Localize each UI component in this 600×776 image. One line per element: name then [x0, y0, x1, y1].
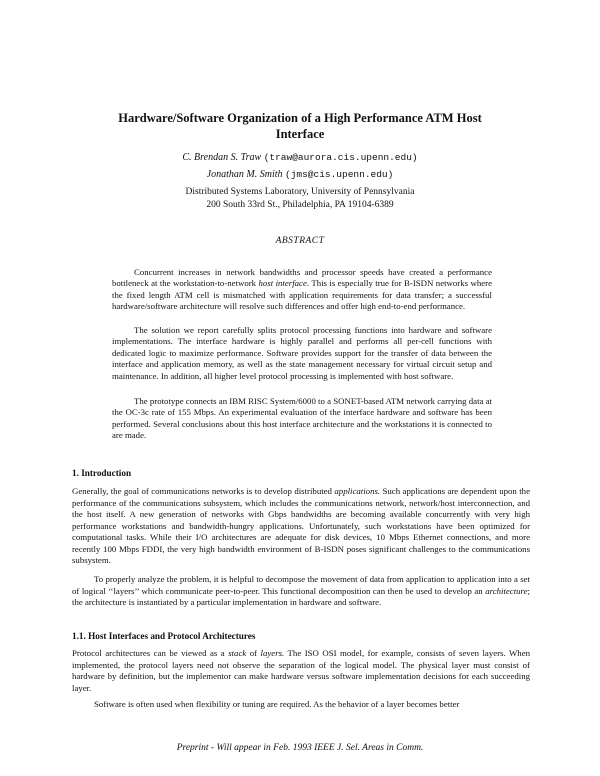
author-1-email: (traw@aurora.cis.upenn.edu) [263, 152, 418, 163]
preprint-footer: Preprint - Will appear in Feb. 1993 IEEE J. Sel. Areas in Comm. [176, 743, 424, 753]
s11-p1-text-b: of [246, 648, 261, 658]
section-1-heading: 1. Introduction [72, 468, 132, 478]
s11-p1-emphasis-2: layers. [260, 648, 285, 658]
s1-p1-emphasis: applications. [334, 486, 381, 496]
abstract-paragraph-1 [112, 267, 492, 313]
section-1-1-paragraph-2: Software is often used when flexibility or tuning are required. As the behavior of a layer becomes better [94, 699, 460, 709]
abstract-heading: ABSTRACT [275, 236, 325, 246]
section-1-1-heading: 1.1. Host Interfaces and Protocol Architectures [72, 631, 256, 641]
author-2 [100, 169, 500, 180]
abstract-p1-text-a: Concurrent increases in network bandwidths and processor speeds have created a performance bottleneck at the workstation-to-network [112, 267, 492, 289]
abstract-p1-emphasis: host interface [258, 278, 307, 289]
abstract-p1-text-b: . This is especially true for B-ISDN networks where the fixed length ATM cell is mismatched with application requirements for data transfer; a successful hardware/software architecture will resolve such differences and offer high end-to-end performance. [112, 278, 492, 312]
s1-p2-text-a: To properly analyze the problem, it is helpful to decompose the movement of data from application to application into a set of logical ‘‘layers’’ which communicate peer-to-peer. This functional decomposition can then be used to develop an [72, 574, 530, 596]
s11-p1-emphasis-1: stack [228, 648, 247, 658]
section-1-1-paragraph-1 [72, 648, 530, 694]
abstract-paragraph-3: The prototype connects an IBM RISC System/6000 to a SONET-based ATM network carrying data at the OC-3c rate of 155 Mbps. An experimental evaluation of the interface hardware and software has been performed. Several conclusions about this host interface architecture and the workstations it is connected to are made. [112, 396, 492, 441]
section-1-paragraph-2 [72, 574, 530, 609]
affiliation-line-1: Distributed Systems Laboratory, University of Pennsylvania [185, 187, 415, 197]
author-2-email: (jms@cis.upenn.edu) [285, 169, 394, 180]
author-1 [100, 152, 500, 163]
s1-p1-text-b: Such applications are dependent upon the performance of the communications subsystem, which includes the communications network, network/host interconnection, and the host itself. A new generation of networks with Gbps bandwidths are becoming available concurrently with very high performance workstations and bandwidth-hungry applications. Unfortunately, such workstations have been optimized for computational tasks. While their I/O architectures are adequate for disk devices, 10 Mbps Ethernet connections, and more recently 100 Mbps FDDI, the very high bandwidth environment of B-ISDN poses significant challenges to the communications subsystem. [72, 486, 530, 565]
paper-title: Hardware/Software Organization of a High Performance ATM Host Interface [118, 111, 482, 141]
affiliation-line-2: 200 South 33rd St., Philadelphia, PA 19104-6389 [206, 200, 394, 210]
section-1-paragraph-1 [72, 486, 530, 567]
s11-p1-text-a: Protocol architectures can be viewed as a [72, 648, 229, 658]
abstract-paragraph-2: The solution we report carefully splits protocol processing functions into hardware and software implementations. The interface hardware is highly parallel and performs all per-cell functions with dedicated logic to maximize performance. Software provides support for the transfer of data between the interface and application memory, as well as the state management necessary for virtual circuit setup and maintenance. In addition, all higher level protocol processing is implemented with host software. [112, 325, 492, 381]
author-1-name: C. Brendan S. Traw [182, 152, 262, 163]
s1-p1-text-a: Generally, the goal of communications networks is to develop distributed [72, 486, 335, 496]
author-2-name: Jonathan M. Smith [206, 169, 283, 180]
s1-p2-text-b: ; the architecture is instantiated by a particular implementation in hardware and software. [72, 585, 530, 607]
s11-p1-text-c: The ISO OSI model, for example, consists of seven layers. When implemented, the protocol layers need not observe the separation of the logical model. The physical layer must consist of hardware by definition, but the implementor can make hardware versus software implementation decisions for each succeeding layer. [72, 648, 530, 693]
s1-p2-emphasis: architecture [485, 585, 528, 596]
